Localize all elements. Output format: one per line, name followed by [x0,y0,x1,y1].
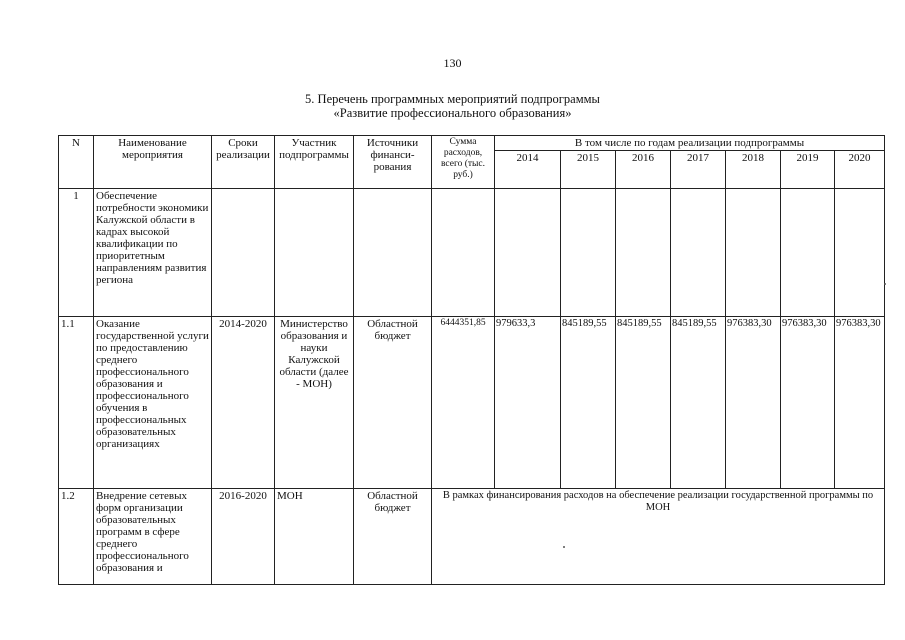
row11-n: 1.1 [59,317,94,489]
row12-name: Внедрение сетевых форм организации образовательных программ в сфере среднего профессионального образования и [94,489,212,585]
row11-value-2014: 979633,3 [495,317,561,489]
row11-source: Областной бюджет [354,317,432,489]
header-year-2015: 2015 [561,151,616,189]
row11-value-2019: 976383,30 [781,317,835,489]
table-row-1-1 [59,317,885,489]
header-year-2020: 2020 [835,151,885,189]
header-sources: Источники финанси-рования [354,136,432,189]
header-year-2017: 2017 [671,151,726,189]
header-year-2018: 2018 [726,151,781,189]
header-year-2016: 2016 [616,151,671,189]
header-by-years: В том числе по годам реализации подпрограммы [495,136,885,151]
table-row-1-2 [59,489,885,585]
row11-total: 6444351,85 [432,317,495,489]
header-n: N [59,136,94,189]
title-line-1: 5. Перечень программных мероприятий подпрограммы [305,92,600,106]
header-name: Наименование мероприятия [94,136,212,189]
row11-participant: Министерство образования и науки Калужской области (далее - МОН) [275,317,354,489]
row11-name: Оказание государственной услуги по предоставлению среднего профессионального образования и профессионального обучения в профессиональных образовательных организациях [94,317,212,489]
table-row-1 [59,189,885,317]
row11-value-2018: 976383,30 [726,317,781,489]
row12-participant: МОН [275,489,354,585]
title-line-2: «Развитие профессионального образования» [333,106,572,120]
header-year-2014: 2014 [495,151,561,189]
row11-value-2020: 976383,30 [835,317,885,489]
scan-speck [563,546,565,548]
row11-value-2017: 845189,55 [671,317,726,489]
header-row-1 [59,136,885,151]
header-year-2019: 2019 [781,151,835,189]
header-terms: Сроки реализации [212,136,275,189]
page-number: 130 [443,56,462,70]
row1-name: Обеспечение потребности экономики Калужской области в кадрах высокой квалификации по приоритетным направлениям развития региона [94,189,212,317]
program-activities-table [58,135,885,585]
row11-terms: 2014-2020 [212,317,275,489]
row11-value-2016: 845189,55 [616,317,671,489]
row11-value-2015: 845189,55 [561,317,616,489]
row12-financing-note: В рамках финансирования расходов на обеспечение реализации государственной программы по МОН [432,489,885,585]
row12-source: Областной бюджет [354,489,432,585]
row12-terms: 2016-2020 [212,489,275,585]
scan-speck [884,283,886,285]
row12-n: 1.2 [59,489,94,585]
header-sum: Сумма расходов, всего (тыс. руб.) [432,136,495,189]
row1-n: 1 [59,189,94,317]
document-title [0,92,905,120]
header-participant: Участник подпрограммы [275,136,354,189]
